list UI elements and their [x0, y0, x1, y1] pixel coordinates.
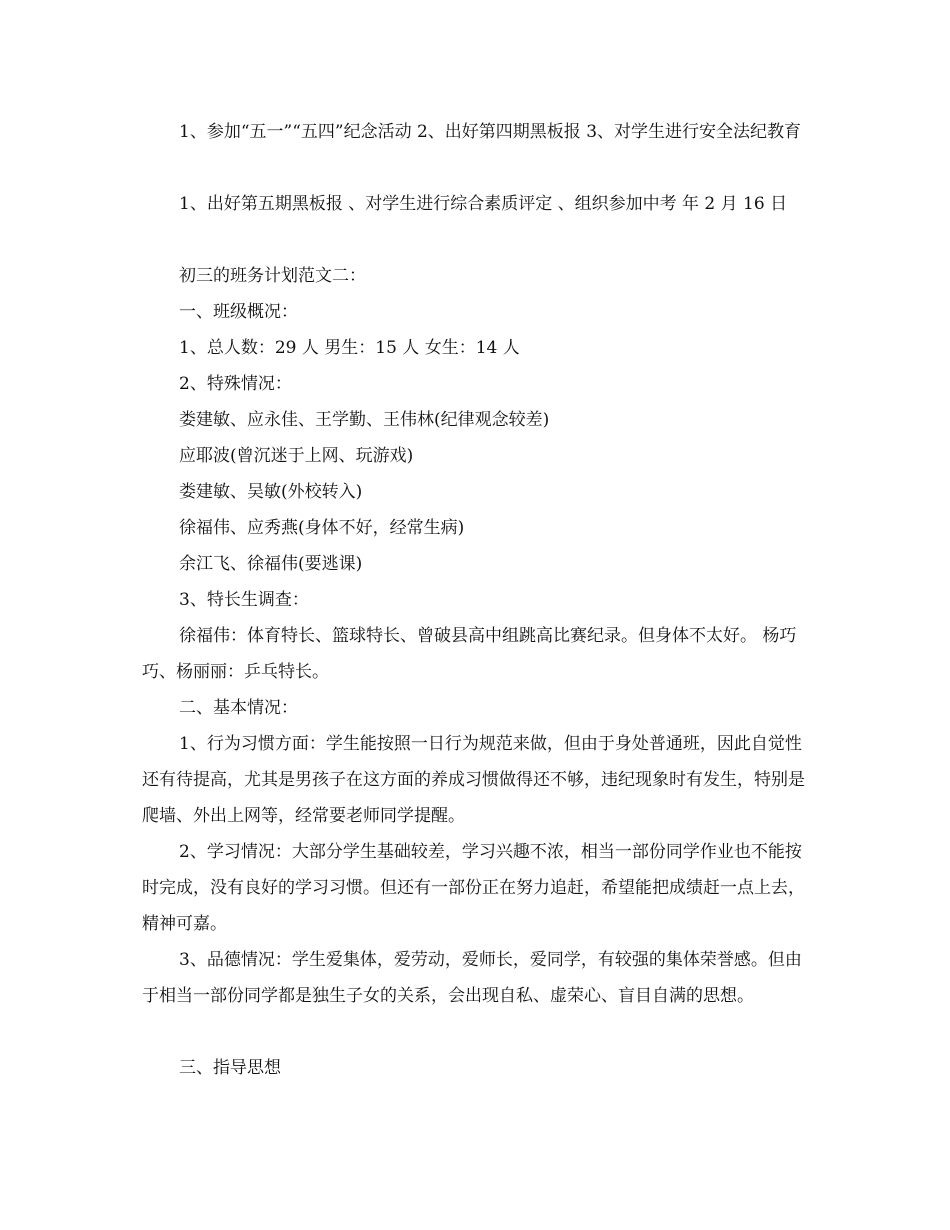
paragraph-activities-month-5: 1、出好第五期黑板报 、对学生进行综合素质评定 、组织参加中考 年 2 月 16 日: [179, 194, 788, 214]
list-item-internet: 应耶波(曾沉迷于上网、玩游戏): [179, 446, 414, 466]
heading-special-cases: 2、特殊情况：: [179, 374, 292, 394]
paragraph-behavior-habits: 1、行为习惯方面：学生能按照一日行为规范来做，但由于身处普通班，因此自觉性还有待提高，尤其是男孩子在这方面的养成习惯做得还不够，违纪现象时有发生，特别是爬墙、外出上网等，经常要老师同学提醒。: [142, 734, 805, 826]
section-title-sample-two: 初三的班务计划范文二：: [179, 266, 366, 286]
heading-talent-survey: 3、特长生调查：: [179, 590, 309, 610]
paragraph-activities-month-4: 1、参加“五一”“五四”纪念活动 2、出好第四期黑板报 3、对学生进行安全法纪教育: [179, 122, 802, 142]
paragraph-student-count: 1、总人数：29 人 男生：15 人 女生：14 人: [179, 338, 520, 358]
list-item-truancy: 余江飞、徐福伟(要逃课): [179, 554, 363, 574]
paragraph-talent-students: 徐福伟：体育特长、篮球特长、曾破县高中组跳高比赛纪录。但身体不太好。 杨巧巧、杨丽丽：乒乓特长。: [142, 626, 797, 682]
paragraph-study-situation: 2、学习情况：大部分学生基础较差，学习兴趣不浓，相当一部份同学作业也不能按时完成，没有良好的学习习惯。但还有一部份正在努力追赶，希望能把成绩赶一点上去，精神可嘉。: [142, 842, 805, 934]
list-item-health: 徐福伟、应秀燕(身体不好，经常生病): [179, 518, 465, 538]
heading-class-overview: 一、班级概况：: [179, 302, 298, 322]
heading-guiding-principle: 三、指导思想: [179, 1058, 281, 1078]
heading-basic-situation: 二、基本情况：: [179, 698, 298, 718]
list-item-transfer: 娄建敏、吴敏(外校转入): [179, 482, 363, 502]
paragraph-moral-situation: 3、品德情况：学生爱集体，爱劳动，爱师长，爱同学，有较强的集体荣誉感。但由于相当一部份同学都是独生子女的关系，会出现自私、虚荣心、盲目自满的思想。: [142, 950, 802, 1006]
list-item-discipline: 娄建敏、应永佳、王学勤、王伟林(纪律观念较差): [179, 410, 550, 430]
